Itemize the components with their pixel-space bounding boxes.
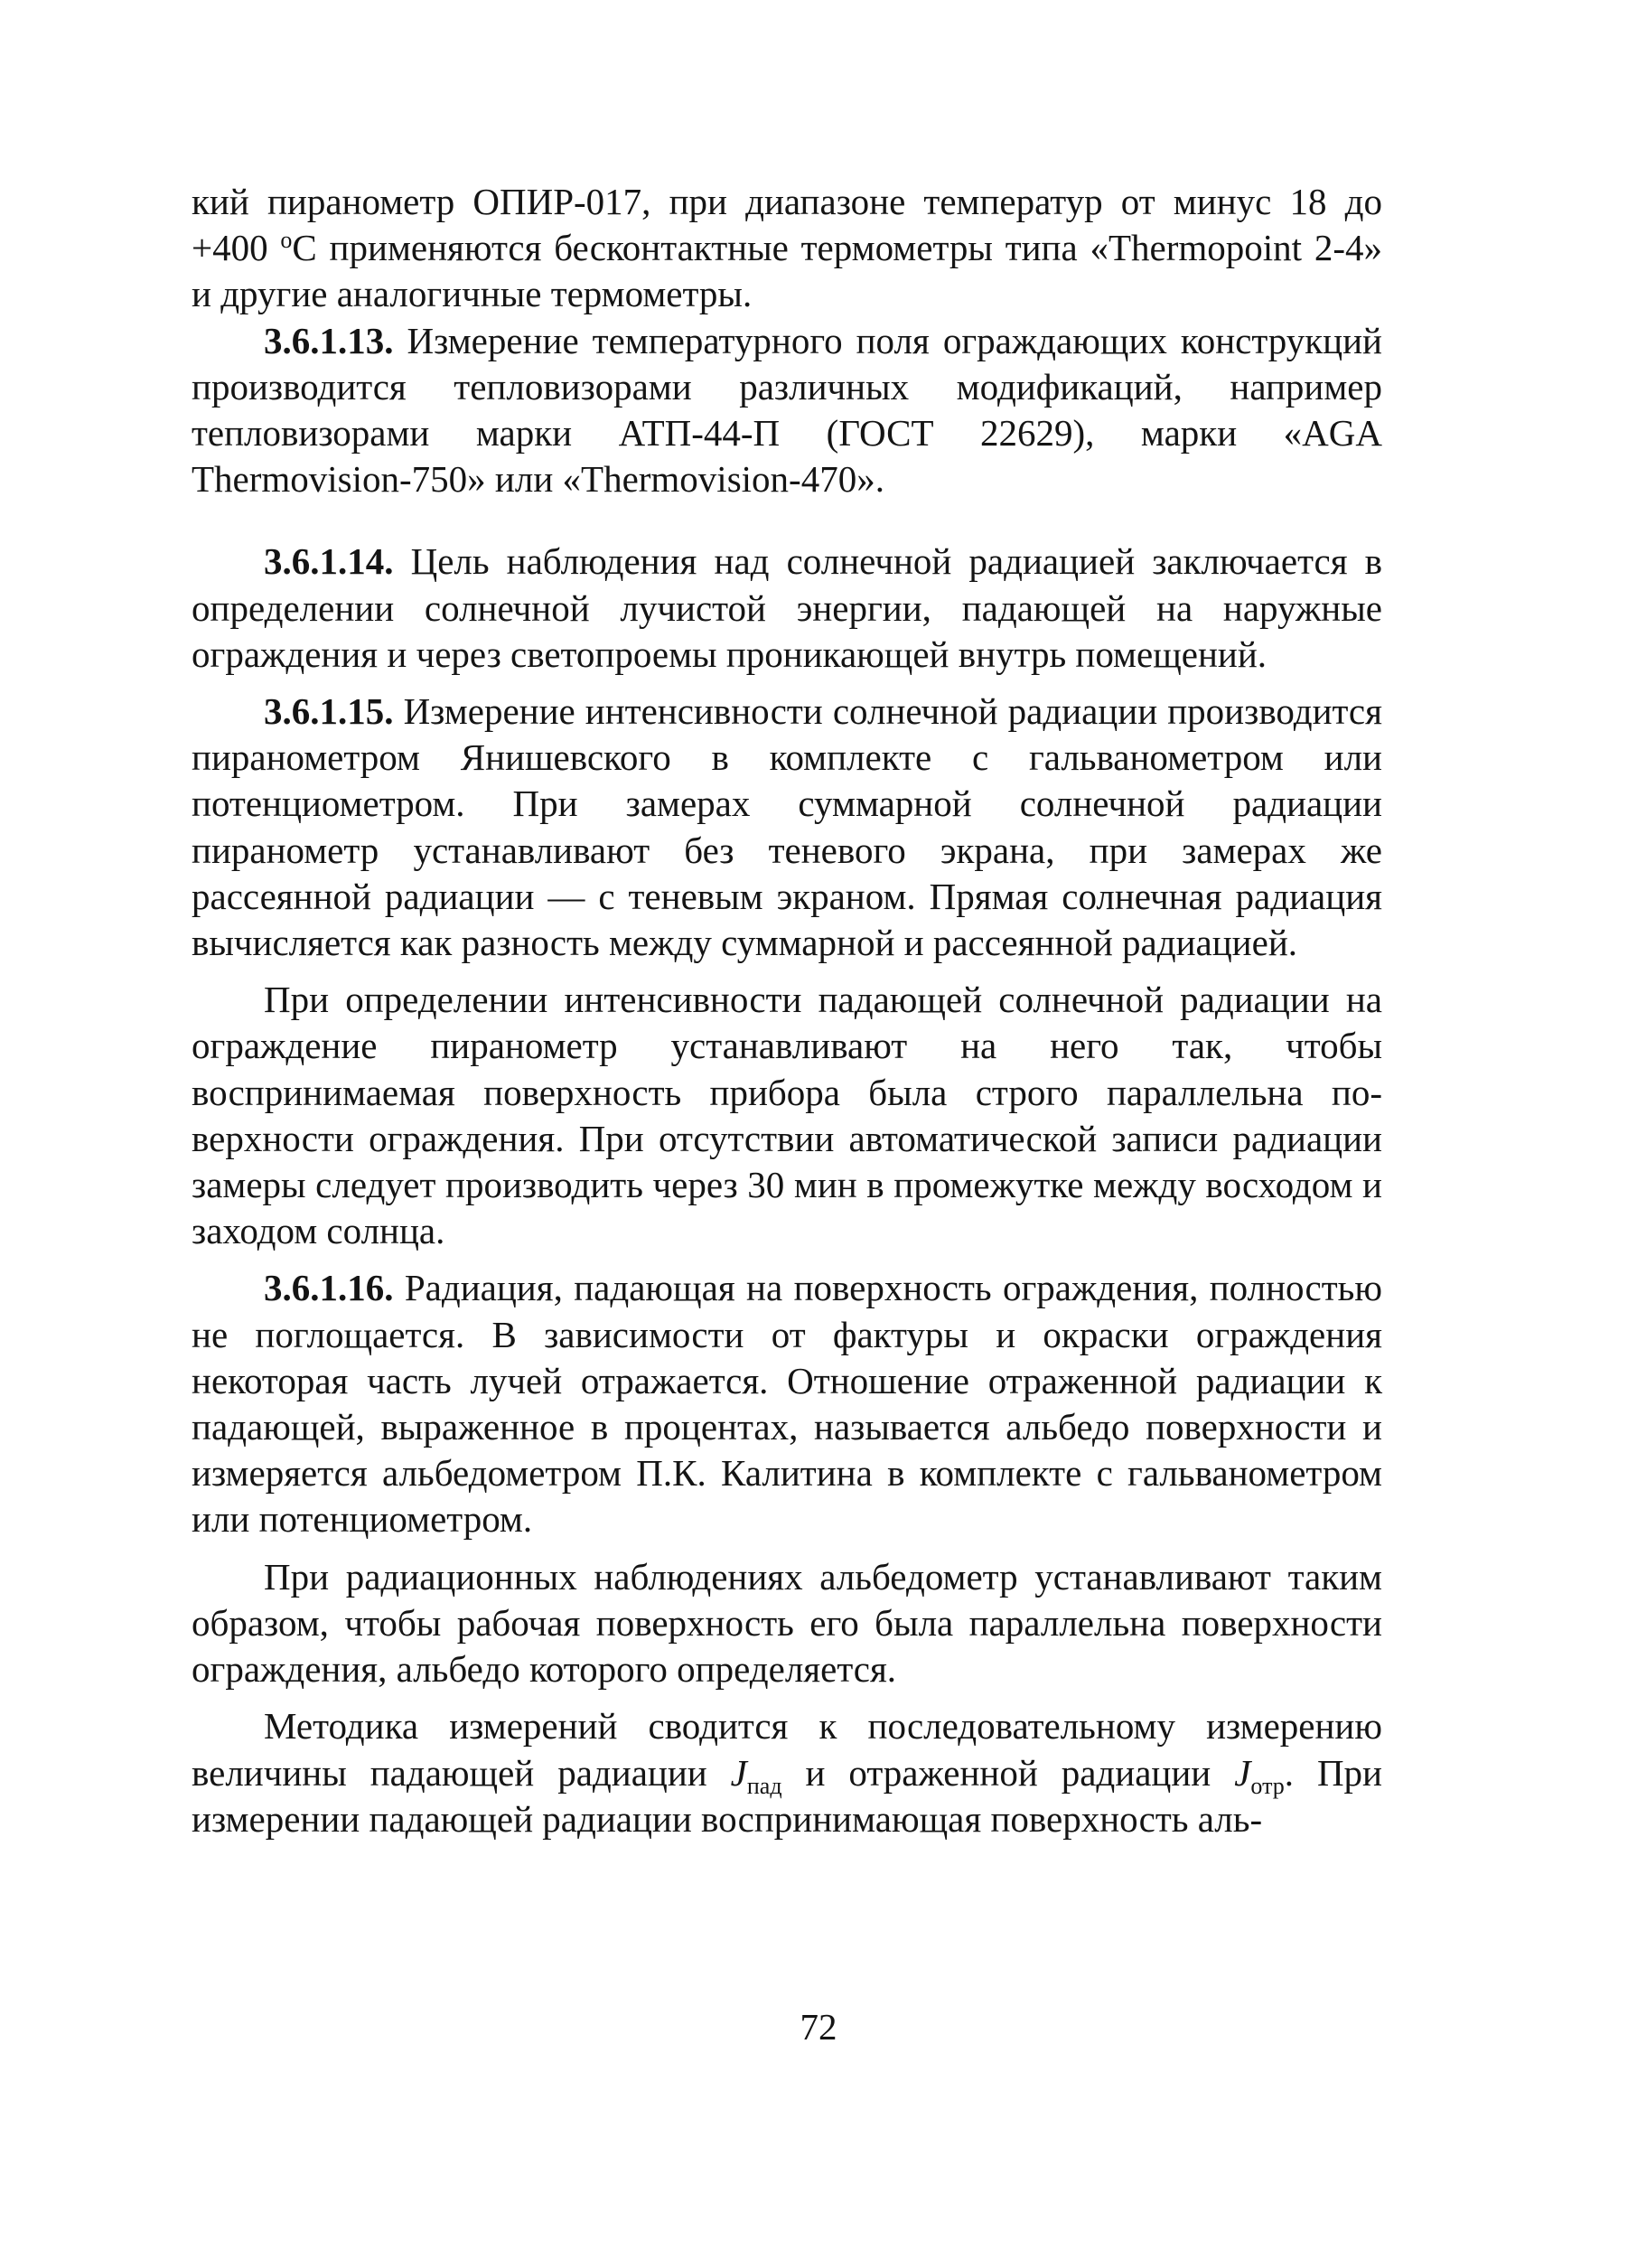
subscript-reflected: отр bbox=[1250, 1772, 1285, 1799]
paragraph-text: . При измерении падающей радиации воспринимающая поверхность аль- bbox=[192, 1751, 1382, 1840]
degree-sign: о bbox=[280, 227, 293, 254]
paragraph-3-6-1-13 bbox=[192, 318, 1382, 503]
paragraph-3-6-1-16 bbox=[192, 1265, 1382, 1542]
paragraph-method bbox=[192, 1703, 1382, 1842]
paragraph-3-6-1-15 bbox=[192, 689, 1382, 966]
paragraph-text: Методика измерений сводится к последовательному измерению величины падающей радиации bbox=[192, 1705, 1382, 1794]
paragraph-text: Измерение температурного поля ограждающих конструкций производится тепловизорами различных модификаций, например тепловизорами марки АТП-44-П (ГОСТ 22629), марки «AGA Thermovision-750» или «Thermovision-470». bbox=[192, 319, 1382, 501]
paragraph-text: кий пиранометр ОПИР-017, при диапазоне температур от минус 18 до +400 bbox=[192, 181, 1382, 269]
page-number: 72 bbox=[800, 2006, 837, 2048]
section-number: 3.6.1.14. bbox=[264, 540, 394, 583]
paragraph-continuation bbox=[192, 179, 1382, 318]
paragraph-text: При определении интенсивности падающей солнечной радиации на ограждение пиранометр устанавливают на него так, чтобы воспринимаемая поверхность прибора была строго параллельна поверхности ограждения. При отсутствии автоматической записи радиации замеры следует производить через 30 мин в промежутке между восходом и заходом солнца. bbox=[192, 979, 1382, 1252]
section-number: 3.6.1.15. bbox=[264, 690, 394, 733]
paragraph-text: При радиационных наблюдениях альбедометр устанавливают таким образом, чтобы рабочая поверхность его была параллельна поверхности ограждения, альбедо которого определяется. bbox=[192, 1555, 1382, 1691]
paragraph-3-6-1-14 bbox=[192, 539, 1382, 678]
section-number: 3.6.1.13. bbox=[264, 319, 394, 361]
paragraph-intensity bbox=[192, 977, 1382, 1254]
body-text bbox=[192, 179, 1382, 1842]
paragraph-albedometer bbox=[192, 1554, 1382, 1693]
paragraph-text: Радиация, падающая на поверхность ограждения, полностью не поглощается. В зависимости от фактуры и окраски ограждения некоторая часть лучей отражается. Отношение отраженной радиации к падающей, выраженное в процентах, называется альбедо поверхности и измеряется альбедометром П.К. Калитина в комплекте с гальванометром или потенциометром. bbox=[192, 1267, 1382, 1541]
paragraph-text: С применяются бесконтактные термометры типа «Thermopoint 2-4» и другие аналогичные термометры. bbox=[192, 227, 1382, 315]
paragraph-text: и отраженной радиации bbox=[781, 1751, 1235, 1794]
variable-j-reflected: J bbox=[1234, 1751, 1251, 1794]
section-number: 3.6.1.16. bbox=[264, 1267, 394, 1309]
paragraph-text: Цель наблюдения над солнечной радиацией заключается в определении солнечной лучистой энергии, падающей на наружные ограждения и через светопроемы проникающей внутрь помещений. bbox=[192, 540, 1382, 675]
paragraph-text: Измерение интенсивности солнечной радиации производится пиранометром Янишевского в комплекте с гальванометром или потенциометром. При замерах суммарной солнечной радиации пиранометр устанавливают без теневого экрана, при замерах же рассеянной радиации — с теневым экраном. Прямая солнечная радиация вычисляется как разность между суммарной и рассеянной радиацией. bbox=[192, 690, 1382, 964]
variable-j-incident: J bbox=[730, 1751, 747, 1794]
subscript-incident: пад bbox=[746, 1772, 782, 1799]
